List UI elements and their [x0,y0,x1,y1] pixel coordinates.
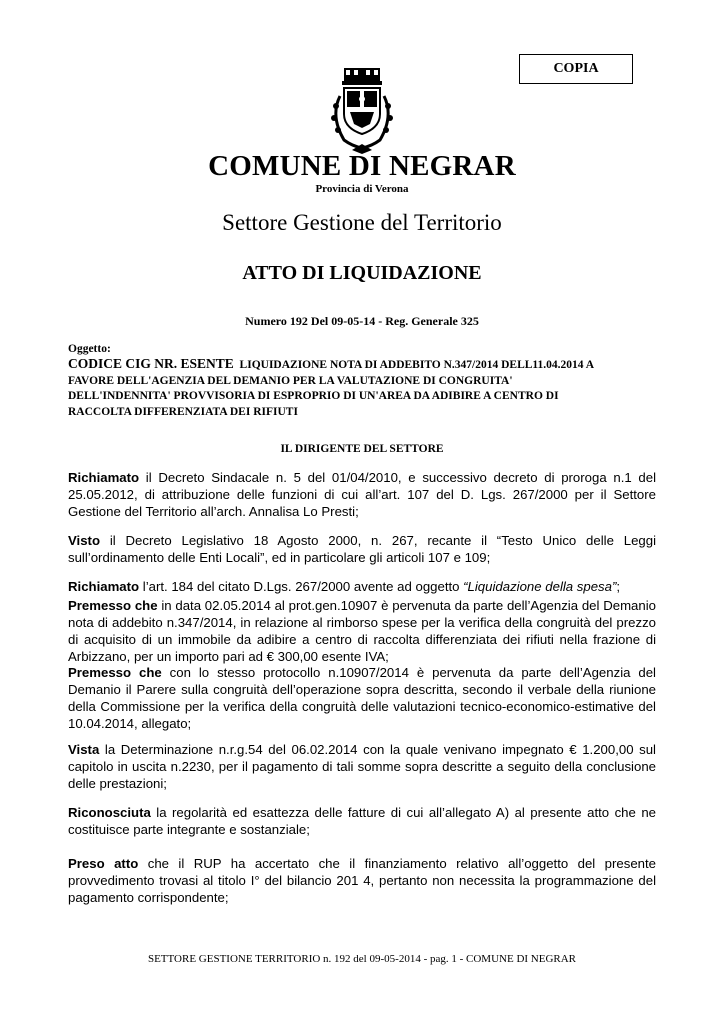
paragraph-visto [68,532,656,566]
paragraph-lead: Richiamato [68,470,140,485]
cig-code: CODICE CIG NR. ESENTE [68,356,234,371]
paragraph-lead: Premesso che [68,598,158,613]
paragraph-lead: Richiamato [68,579,140,594]
paragraph-richiamato-art [68,578,656,595]
page-footer: SETTORE GESTIONE TERRITORIO n. 192 del 09-05-2014 - pag. 1 - COMUNE DI NEGRAR [147,953,577,965]
paragraph-riconosciuta [68,804,656,838]
paragraph-body: l’art. 184 del citato D.Lgs. 267/2000 avente ad oggetto [139,579,464,594]
oggetto-text [68,356,658,420]
paragraph-lead: Preso atto [68,856,139,871]
paragraph-italic: “Liquidazione della spesa” [463,579,617,594]
dirigente-heading: IL DIRIGENTE DEL SETTORE [280,443,444,455]
paragraph-lead: Vista [68,742,100,757]
paragraph-body: il Decreto Legislativo 18 Agosto 2000, n. 267, recante il “Testo Unico delle Leggi sull’ordinamento delle Enti Locali”, ed in particolare gli articoli 107 e 109; [68,533,656,565]
paragraph-body: la Determinazione n.r.g.54 del 06.02.2014 con la quale venivano impegnato € 1.200,00 sul capitolo in uscita n.2230, per il pagamento di tali somme sopra descritte a seguito della conclusione delle prestazioni; [68,742,656,791]
paragraph-lead: Premesso che [68,665,162,680]
paragraph-premesso-1 [68,597,656,665]
paragraph-preso-atto [68,855,656,906]
paragraph-body: in data 02.05.2014 al prot.gen.10907 è pervenuta da parte dell’Agenzia del Demanio nota di addebito n.347/2014, in relazione al rimborso spese per la verifica della congruità del prezzo di acquisito di un immobile da adibire a centro di raccolta differenziata dei rifiuti nella frazione di Arbizzano, per un importo pari ad € 300,00 esente IVA; [68,598,656,664]
document-type-heading: ATTO DI LIQUIDAZIONE [242,262,482,284]
paragraph-body: la regolarità ed esattezza delle fatture di cui all’allegato A) al presente atto che ne costituisce parte integrante e sostanziale; [68,805,656,837]
oggetto-line-4: RACCOLTA DIFFERENZIATA DEI RIFIUTI [68,405,298,418]
paragraph-body: che il RUP ha accertato che il finanziamento relativo all’oggetto del presente provvedimento trovasi al titolo I° del bilancio 201 4, pertanto non necessita la programmazione del pagamento corrispondente; [68,856,657,905]
provincia-subtitle: Provincia di Verona [315,183,409,195]
oggetto-label: Oggetto: [68,343,111,355]
paragraph-premesso-2 [68,664,656,732]
paragraph-vista [68,741,656,792]
paragraph-lead: Riconosciuta [68,805,151,820]
oggetto-line-1: LIQUIDAZIONE NOTA DI ADDEBITO N.347/2014 DELL11.04.2014 A [239,359,595,371]
copia-badge: COPIA [519,54,633,84]
oggetto-line-2: FAVORE DELL'AGENZIA DEL DEMANIO PER LA VALUTAZIONE DI CONGRUITA' [68,374,513,387]
document-number: Numero 192 Del 09-05-14 - Reg. Generale 325 [245,314,479,328]
oggetto-line-3: DELL'INDENNITA' PROVVISORIA DI ESPROPRIO DI UN'AREA DA ADIBIRE A CENTRO DI [68,390,559,402]
paragraph-tail: ; [616,579,621,594]
paragraph-richiamato-decreto [68,469,656,520]
settore-heading: Settore Gestione del Territorio [222,210,502,235]
paragraph-body: con lo stesso protocollo n.10907/2014 è pervenuta da parte dell’Agenzia del Demanio il Parere sulla congruità dell’operazione sopra descritta, secondo il verbale della riunione della Commissione per la verifica della congruità delle valutazioni tecnico-economico-estimative del 10.04.2014, allegato; [68,665,656,731]
comune-title: COMUNE DI NEGRAR [208,150,516,182]
paragraph-body: il Decreto Sindacale n. 5 del 01/04/2010, e successivo decreto di proroga n.1 del 25.05.2012, di attribuzione delle funzioni di cui all’art. 107 del D. Lgs. 267/2000 per il Settore Gestione del Territorio all’arch. Annalisa Lo Presti; [68,470,656,519]
paragraph-lead: Visto [68,533,101,548]
municipal-crest-icon [322,66,402,156]
